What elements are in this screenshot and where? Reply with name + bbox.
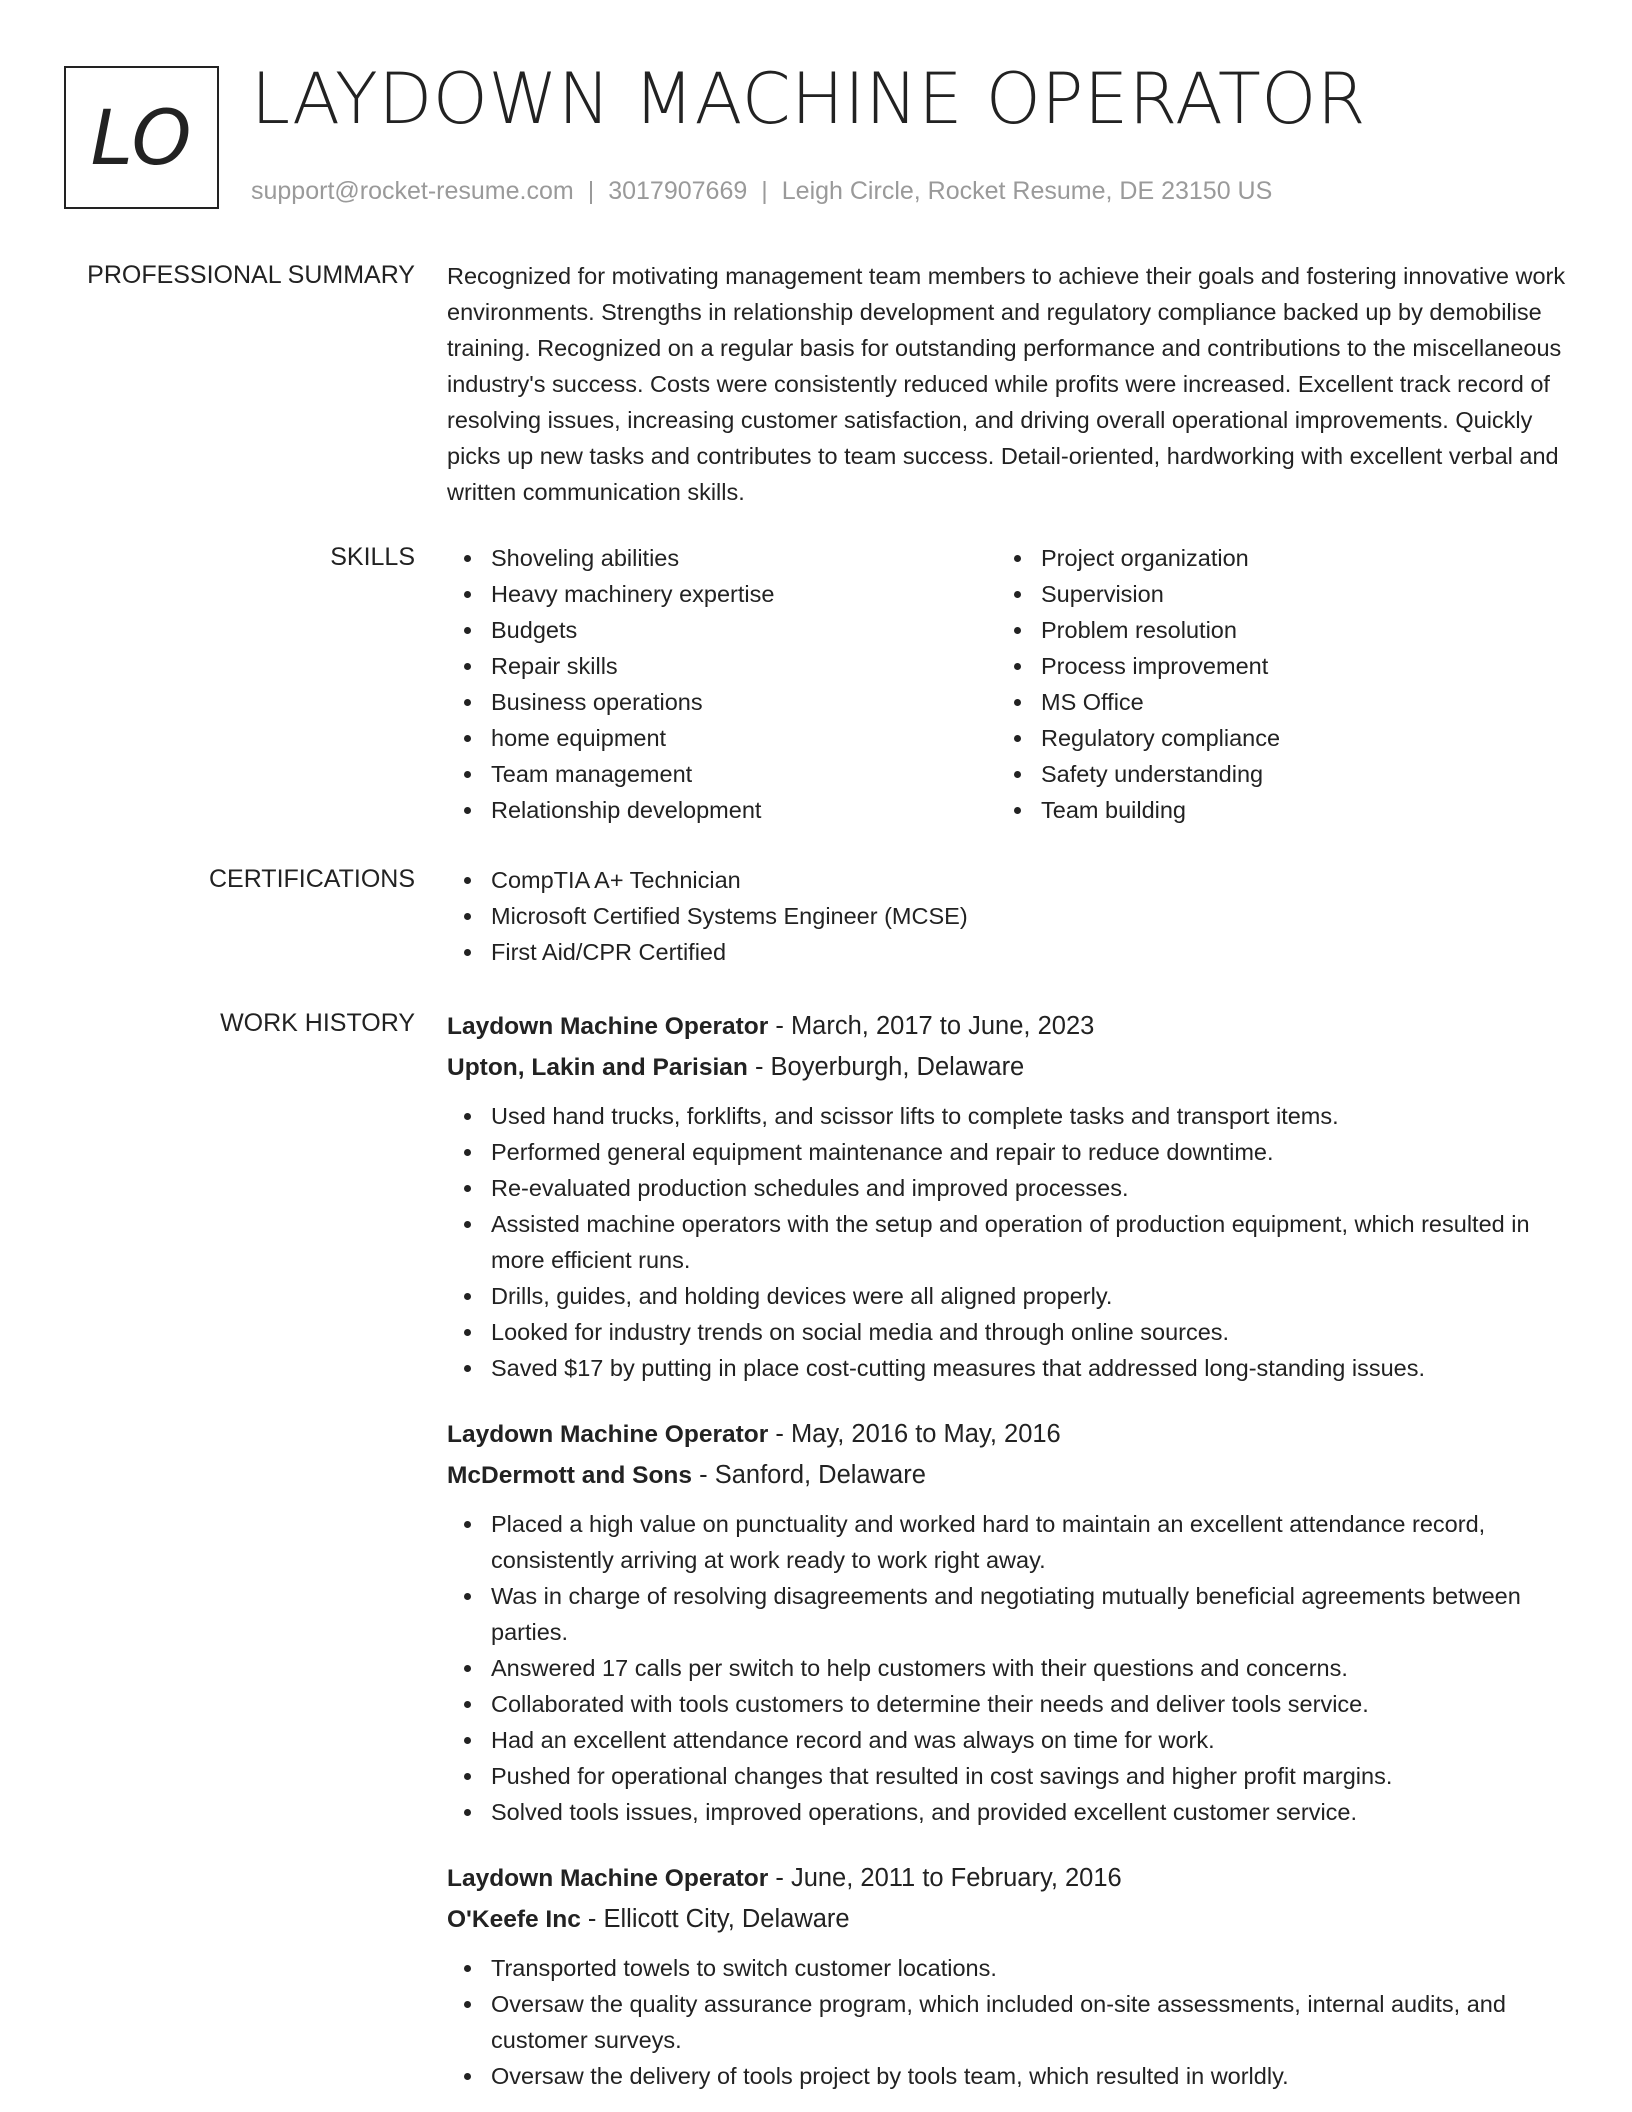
skill-item: Team building [997,792,1547,828]
job-duty: Assisted machine operators with the setup and operation of production equipment, which resulted in more efficient runs. [447,1206,1567,1278]
job-duties-list [447,1098,1567,1386]
candidate-name: LAYDOWN MACHINE OPERATOR [251,58,1366,140]
skill-item: Repair skills [447,648,997,684]
job-location: - Ellicott City, Delaware [580,1905,850,1933]
skills-body [447,540,1567,828]
contact-email: support@rocket-resume.com [251,177,574,205]
section-label-certifications: CERTIFICATIONS [208,865,415,893]
contact-separator: | [587,177,595,205]
job-duty: Solved tools issues, improved operations, and provided excellent customer service. [447,1794,1567,1830]
monogram-initials: LO [90,93,193,182]
skill-item: Process improvement [997,648,1547,684]
skill-item: Shoveling abilities [447,540,997,576]
skill-item: Safety understanding [997,756,1547,792]
summary-text: Recognized for motivating management team members to achieve their goals and fostering innovative work environments. Strengths in relationship development and regulatory compliance backed up by demobilise training. Recognized on a regular basis for outstanding performance and contributions to the miscellaneous industry's success. Costs were consistently reduced while profits were increased. Excellent track record of resolving issues, increasing customer satisfaction, and driving overall operational improvements. Quickly picks up new tasks and contributes to team success. Detail-oriented, hardworking with excellent verbal and written communication skills. [447,263,1566,505]
job-company-line [447,1899,1567,1940]
skill-item: Heavy machinery expertise [447,576,997,612]
job-title-line [447,1414,1567,1455]
job-company: McDermott and Sons [447,1462,693,1489]
contact-phone: 3017907669 [608,177,748,205]
job-company-line [447,1047,1567,1088]
contact-address: Leigh Circle, Rocket Resume, DE 23150 US [781,177,1273,205]
section-label-skills: SKILLS [330,543,415,571]
job-dates: - June, 2011 to February, 2016 [768,1864,1122,1892]
job-company-line [447,1455,1567,1496]
job-duty: Re-evaluated production schedules and improved processes. [447,1170,1567,1206]
skill-item: Problem resolution [997,612,1547,648]
job-title: Laydown Machine Operator [447,1421,769,1448]
certification-item: Microsoft Certified Systems Engineer (MCSE) [447,898,1567,934]
contact-line [251,174,1272,208]
skill-item: Team management [447,756,997,792]
job-duty: Looked for industry trends on social media and through online sources. [447,1314,1567,1350]
job-duty: Used hand trucks, forklifts, and scissor lifts to complete tasks and transport items. [447,1098,1567,1134]
job-location: - Boyerburgh, Delaware [747,1053,1025,1081]
job-title-line [447,1858,1567,1899]
job-duty: Placed a high value on punctuality and worked hard to maintain an excellent attendance record, consistently arriving at work ready to work right away. [447,1506,1567,1578]
job-title: Laydown Machine Operator [447,1013,769,1040]
job-duty: Drills, guides, and holding devices were all aligned properly. [447,1278,1567,1314]
certification-item: CompTIA A+ Technician [447,862,1567,898]
job-location: - Sanford, Delaware [692,1461,926,1489]
job-company: Upton, Lakin and Parisian [447,1054,748,1081]
job-duty: Had an excellent attendance record and was always on time for work. [447,1722,1567,1758]
job-duty: Pushed for operational changes that resulted in cost savings and higher profit margins. [447,1758,1567,1794]
work-history-body [447,1006,1567,2112]
monogram-box [64,66,219,209]
skill-item: home equipment [447,720,997,756]
certifications-body [447,862,1567,970]
job-company: O'Keefe Inc [447,1906,581,1933]
skill-item: MS Office [997,684,1547,720]
skill-item: Business operations [447,684,997,720]
job-entry [447,1414,1567,1830]
contact-separator: | [761,177,768,205]
job-duty: Was in charge of resolving disagreements and negotiating mutually beneficial agreements between parties. [447,1578,1567,1650]
section-label-work-history: WORK HISTORY [220,1009,415,1037]
job-duties-list [447,1506,1567,1830]
job-duty: Collaborated with tools customers to determine their needs and deliver tools service. [447,1686,1567,1722]
job-duty: Oversaw the quality assurance program, which included on-site assessments, internal audits, and customer surveys. [447,1986,1567,2058]
job-title: Laydown Machine Operator [447,1865,769,1892]
job-duty: Oversaw the delivery of tools project by tools team, which resulted in worldly. [447,2058,1567,2094]
skills-list-left [447,540,997,828]
job-dates: - May, 2016 to May, 2016 [768,1420,1061,1448]
skills-list-right [997,540,1547,828]
job-dates: - March, 2017 to June, 2023 [768,1012,1095,1040]
job-duty: Answered 17 calls per switch to help customers with their questions and concerns. [447,1650,1567,1686]
job-duties-list [447,1950,1567,2094]
job-duty: Saved $17 by putting in place cost-cutting measures that addressed long-standing issues. [447,1350,1567,1386]
section-label-summary: PROFESSIONAL SUMMARY [87,261,415,289]
certifications-list [447,862,1567,970]
skill-item: Budgets [447,612,997,648]
job-title-line [447,1006,1567,1047]
job-duty: Transported towels to switch customer locations. [447,1950,1567,1986]
skill-item: Relationship development [447,792,997,828]
job-entry [447,1858,1567,2094]
skill-item: Project organization [997,540,1547,576]
skill-item: Supervision [997,576,1547,612]
job-duty: Performed general equipment maintenance and repair to reduce downtime. [447,1134,1567,1170]
certification-item: First Aid/CPR Certified [447,934,1567,970]
skill-item: Regulatory compliance [997,720,1547,756]
job-entry [447,1006,1567,1386]
